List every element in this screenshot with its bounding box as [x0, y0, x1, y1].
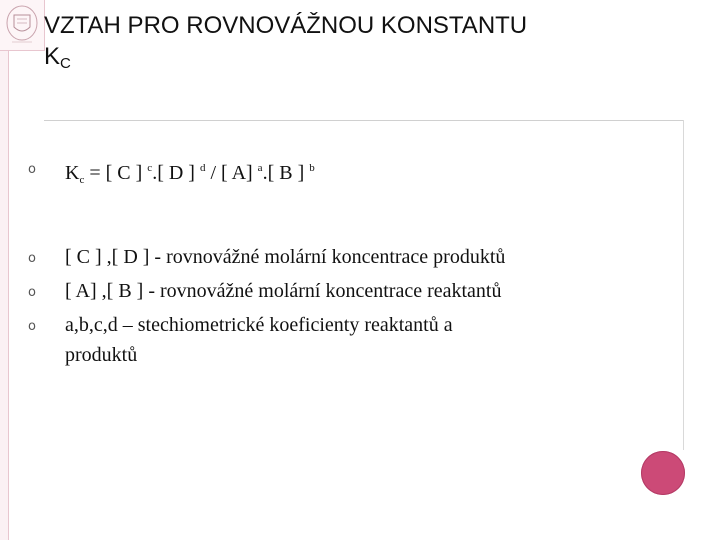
- decorative-circle: [641, 451, 685, 495]
- page-title: VZTAH PRO ROVNOVÁŽNOU KONSTANTU KC: [44, 12, 528, 72]
- list-item-reactants: [ A] ,[ B ] - rovnovážné molární koncentrace reaktantů: [65, 280, 502, 302]
- bullet-marker: o: [28, 319, 36, 334]
- bullet-marker: o: [28, 285, 36, 300]
- right-divider: [683, 120, 684, 450]
- list-item-coefficients-continued: produktů: [65, 344, 138, 366]
- list-item-products: [ C ] ,[ D ] - rovnovážné molární koncentrace produktů: [65, 246, 506, 268]
- bullet-marker: o: [28, 251, 36, 266]
- left-frame-strip: [0, 0, 9, 540]
- university-logo-icon: [4, 3, 40, 47]
- title-divider: [44, 120, 684, 121]
- list-item-coefficients: a,b,c,d – stechiometrické koeficienty reaktantů a: [65, 314, 453, 336]
- equilibrium-constant-formula: $K_c$ = [ C ] $^c$.[ D ] $^d$ / [ A] $^a$.[ B ] $^b$: [65, 162, 315, 186]
- bullet-marker: o: [28, 162, 36, 177]
- title-subscript: C: [60, 55, 71, 72]
